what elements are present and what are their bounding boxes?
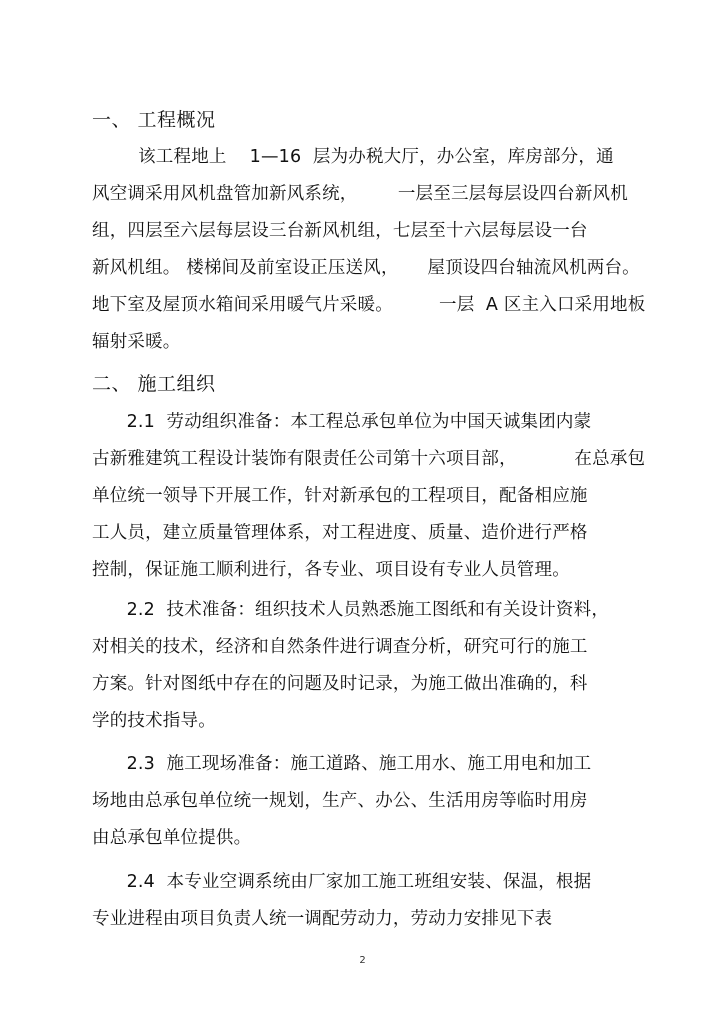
- paragraph-line: 2.3 施工现场准备：施工道路、施工用水、施工用电和加工: [92, 754, 592, 774]
- page-number: 2: [359, 955, 366, 966]
- paragraph-line: 辐射采暖。: [92, 332, 181, 352]
- paragraph-line: 工人员，建立质量管理体系，对工程进度、质量、造价进行严格: [92, 523, 588, 543]
- paragraph-line: 风空调采用风机盘管加新风系统， 一层至三层每层设四台新风机: [92, 184, 628, 204]
- paragraph-line: 由总承包单位提供。: [92, 828, 252, 848]
- paragraph-line: 场地由总承包单位统一规划，生产、办公、生活用房等临时用房: [92, 791, 588, 811]
- paragraph-line: 新风机组。 楼梯间及前室设正压送风， 屋顶设四台轴流风机两台。: [92, 258, 640, 278]
- section-heading-construction-organization: 二、 施工组织: [92, 373, 216, 395]
- paragraph-line: 单位统一领导下开展工作，针对新承包的工程项目，配备相应施: [92, 486, 588, 506]
- paragraph-line: 2.4 本专业空调系统由厂家加工施工班组安装、保温，根据: [92, 872, 592, 892]
- paragraph-line: 组，四层至六层每层设三台新风机组，七层至十六层每层设一台: [92, 221, 588, 241]
- paragraph-line: 控制，保证施工顺利进行，各专业、项目设有专业人员管理。: [92, 560, 570, 580]
- paragraph-line: 2.2 技术准备：组织技术人员熟悉施工图纸和有关设计资料，: [92, 600, 610, 620]
- paragraph-line: 对相关的技术，经济和自然条件进行调查分析，研究可行的施工: [92, 637, 588, 657]
- paragraph-line: 专业进程由项目负责人统一调配劳动力，劳动力安排见下表: [92, 909, 553, 929]
- paragraph-line: 方案。针对图纸中存在的问题及时记录，为施工做出准确的，科: [92, 674, 588, 694]
- paragraph-line: 2.1 劳动组织准备：本工程总承包单位为中国天诚集团内蒙: [92, 412, 592, 432]
- section-heading-project-overview: 一、 工程概况: [92, 109, 216, 131]
- paragraph-line: 地下室及屋顶水箱间采用暖气片采暖。 一层 A 区主入口采用地板: [92, 295, 646, 315]
- paragraph-line: 该工程地上 1—16 层为办税大厅，办公室，库房部分，通: [92, 147, 614, 167]
- paragraph-line: 学的技术指导。: [92, 711, 216, 731]
- paragraph-line: 古新雅建筑工程设计装饰有限责任公司第十六项目部， 在总承包: [92, 449, 646, 469]
